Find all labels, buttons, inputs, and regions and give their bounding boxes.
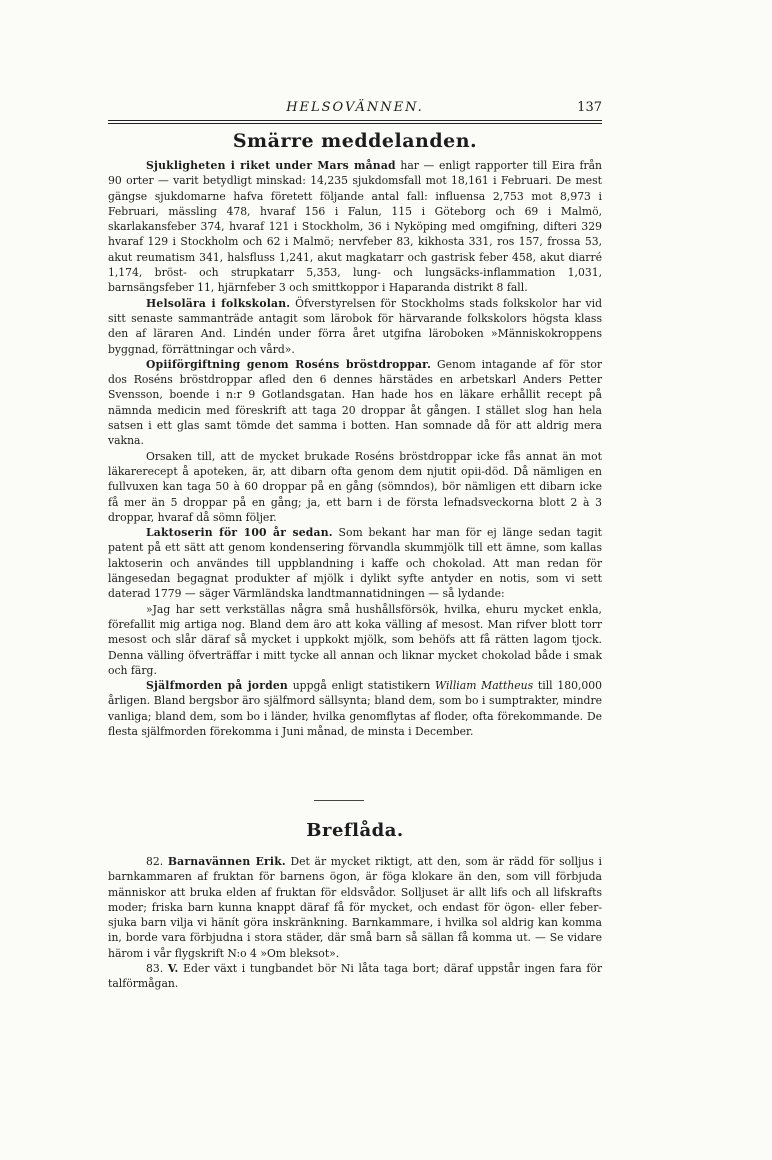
author-name: William Mattheus [435,679,534,693]
paragraph-text: till 180,000 årligen. Bland bergsbor äro själfmord sällsynta; bland dem, som bo i sumptrakter, mindre vanliga; bland dem, som bo i länder, hvilka genomflytas af floder, ofta förekommande. De flesta själfmorden förekomma i Juni månad, de minsta i December. [108,679,602,738]
letter-answer [108,854,602,961]
section-smarre-meddelanden [108,158,602,739]
paragraph-text: Genom intagande af för stor dos Roséns bröstdroppar afled den 6 dennes härstädes en arbetskarl Anders Petter Svensson, boende i n:r 9 Gotlandsgatan. Han hade hos en läkare erhållit recept på nämnda medicin med föreskrift att taga 20 droppar åt gången. I stället slog han hela satsen i ett glas samt tömde det samma i botten. Han somnade då för att aldrig mera vakna. [108,357,602,448]
paragraph-lead: Själfmorden på jorden [146,679,288,693]
header-rule [108,120,602,121]
paragraph [108,357,602,449]
quoted-paragraph [108,602,602,678]
page-header [108,100,602,122]
running-title: HELSOVÄNNEN. [286,100,424,115]
paragraph-text: Eder växt i tungbandet bör Ni låta taga bort; däraf uppstår ingen fara för talförmågan. [108,962,602,991]
paragraph-text: Orsaken till, att de mycket brukade Roséns bröstdroppar icke fås annat än mot läkarerecept å apoteken, är, att dibarn ofta genom dem njutit opii-död. Då nämligen en fullvuxen kan taga 50 à 60 droppar på en gång (sömndos), bör nämligen ett dibarn icke få mer än 5 droppar på en gång; ja, ett barn i de första lefnadsveckorna blott 2 à 3 droppar, hvaraf då sömn följer. [108,449,602,524]
letter-answer [108,961,602,992]
paragraph-lead: Sjukligheten i riket under Mars månad [146,159,396,172]
section-title-breflada: Breflåda. [306,820,404,841]
paragraph-text: uppgå enligt statistikern [287,679,436,693]
paragraph-lead: Opiiförgiftning genom Roséns bröstdroppar. [146,357,432,371]
paragraph-text: »Jag har sett verkställas några små hushållsförsök, hvilka, ehuru mycket enkla, förefallit mig artiga nog. Bland dem äro att koka välling af mesost. Man rifver blott torr mesost och slår däraf så mycket i uppkokt mjölk, som behöfs att få rätten lagom tjock. Denna välling öfverträffar i mitt tycke all annan och liknar mycket chokolad både i smak och färg. [108,602,602,677]
paragraph [108,296,602,357]
paragraph-lead: Laktoserin för 100 år sedan. [146,526,333,540]
paragraph-text: har — enligt rapporter till Eira från 90 orter — varit betydligt minskad: 14,235 sjukdomsfall mot 18,161 i Februari. De mest gängse sjukdomarne hafva företett följande antal fall: influensa 2,753 mot 8,973 i Februari, mässling 478, hvaraf 156 i Falun, 115 i Göteborg och 69 i Malmö, skarlakansfeber 374, hvaraf 121 i Stockholm, 36 i Nyköping med omgifning, difteri 329 hvaraf 129 i Stockholm och 62 i Malmö; nervfeber 83, kikhosta 331, ros 157, frossa 53, akut reumatism 341, halsfluss 1,241, akut magkatarr och gastrisk feber 458, akut diarré 1,174, bröst- och strupkatarr 5,353, lung- och lungsäcks-inflammation 1,031, barnsängsfeber 11, hjärnfeber 3 och smittkoppor i Haparanda distrikt 8 fall. [108,159,602,295]
section-breflada [108,854,602,992]
paragraph [108,158,602,296]
letter-number: 83. [146,962,164,976]
page-number: 137 [577,100,602,115]
paragraph [108,678,602,739]
section-divider [314,800,364,801]
paragraph-text: Som bekant har man för ej länge sedan tagit patent på ett sätt att genom kondensering förvandla skummjölk till ett ämne, som kallas laktoserin och användes till uppblandning i kaffe och chokolad. Att man redan för längesedan begagnat produkter af mjölk i dylikt syfte antyder en notis, som vi sett daterad 1779 — säger Värmländska landtmannatidningen — så lydande: [108,526,602,601]
paragraph [108,449,602,525]
paragraph-text: Det är mycket riktigt, att den, som är rädd för solljus i barnkammaren af fruktan för barnens ögon, är föga klokare än den, som vill förbjuda människor att bruka elden af fruktan för eldsvådor. Solljuset är allt lifs och all lifskrafts moder; friska barn kunna knappt däraf få för mycket, och endast för ögon- eller feber-sjuka barn vilja vi hänít göra inskränkning. Barnkammare, i hvilka sol aldrig kan komma in, borde vara förbjudna i stora städer, där små barn så sällan få komma ut. — Se vidare härom i vår flygskrift N:o 4 »Om bleksot». [108,855,603,960]
paragraph-lead: Helsolära i folkskolan. [146,296,291,310]
letter-number: 82. [146,855,164,868]
paragraph-text: Öfverstyrelsen för Stockholms stads folkskolor har vid sitt senaste sammanträde antagit som lärobok för härvarande folkskolors högsta klass den af läraren And. Lindén under förra året utgifna läroboken »Människokroppens byggnad, förrättningar och vård». [108,296,602,356]
paragraph-lead: V. [167,962,179,976]
section-title-smarre-meddelanden: Smärre meddelanden. [232,130,478,152]
paragraph [108,525,602,601]
header-rule [108,123,602,124]
paragraph-lead: Barnavännen Erik. [167,855,286,868]
